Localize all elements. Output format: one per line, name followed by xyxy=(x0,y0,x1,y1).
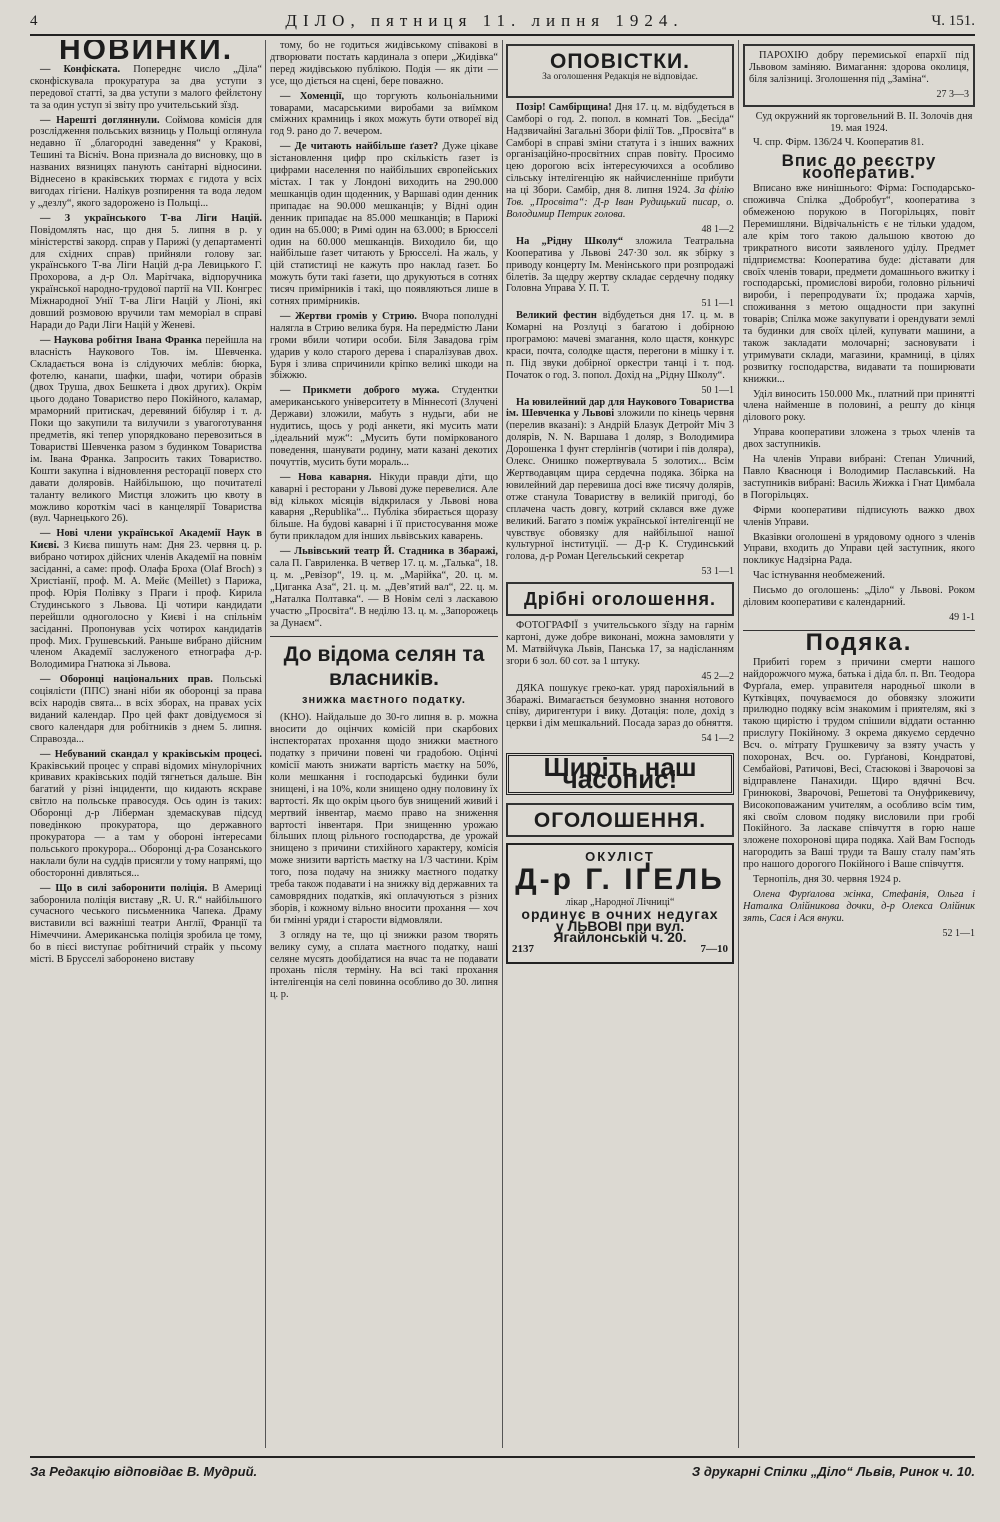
notice-body-end: З огляду на те, що ці знижки разом творять велику суму, а сплата маєтного податку, наші селяне мусять дообідатися на вчас та не подавати прохань після терміну. На всі такі прохання інтелігенція на селі повинна особливо до 30. липня ц. р. xyxy=(270,929,498,1001)
ad-number: 54 1—2 xyxy=(701,733,734,745)
announcements-disclaimer: За оголошення Редакція не відповідає. xyxy=(542,71,698,82)
newspaper-title: ДІЛО, пятниця 11. липня 1924. xyxy=(285,11,684,30)
page-number: 4 xyxy=(30,12,38,29)
small-ads-heading: Дрібні оголошення. xyxy=(523,589,717,610)
news-item: — Нові члени української Академії Наук в Києві. З Києва пишуть нам: Дня 23. червня ц. р. вибрано чотирох дійсних членів Академії на повнім засіданні, а саме: проф. Олафа Броха (Olaf Broch) з Христіанії, проф. М. А. Мейє (Meillet) з Парижа, проф. Юрія Полівку з Праги і проф. Кирила Студинського з Львова. Ці чотири кандидати перейшли одноголосно у Києві і на спільнім засіданні. Пропонував усіх чотирох кандидатів проф. Мих. Грушевський. Раньше вибрано дійсним членом Академії заслуженого етнографа д-р. Володимира Гнатюка зі Львова. xyxy=(30,528,262,671)
news-item: — Львівський театр Й. Стадника в Збаражі, сала П. Гавриленка. В четвер 17. ц. м. „Талька“, 18. ц. м. „Ревізор“, 19. ц. м. „Марійка“, 20. ц. м. „Циганка Аза“, 21. ц. м. „Дев’ятий вал“, 22. ц. м. „Наталка Полтавка“. — В Новім селі з ласкавою участю „Просвіта“. В неділю 13. ц. м. „Запорожець за Дунаєм“. xyxy=(270,546,498,629)
news-item: — Оборонці національних прав. Польські соціялісти (ППС) знані ніби як оборонці за права всіх народів свята... в всіх зборах, на правах усіх виданий календар. Про цей факт довідуємося зі свого календаря для робітників з днем 5. липня. Справозда... xyxy=(30,674,262,745)
ads-header xyxy=(506,803,734,837)
news-item: — Нова каварня. Нікуди правди діти, що каварні і ресторани у Львові дуже перевелися. Але від кількох місяців відкрилася у Львові нова каварня „Republika“... Публіка збирається щоразу більше. На будові каварні і її пристосування може бути прикладом для інших львівських каварень. xyxy=(270,471,498,543)
announcement: На ювилейний дар для Наукового Товариства ім. Шевченка у Львові зложили по кінець червня (перелив вказані): з Андрій Блазук Детройт Міч 3 долярів, N. N. Варшава 1 доляр, з Володимира Дорошенка 1 фунт стерлінгів (чотири і пів доляра), Олекс. Онишко пожертвувала 5 золотих... Всім Жертводавцям щира сердечна подяка. Збірка на ювилейний дар перевиша досі вже тисячу долярів, отже станула Товариству в великій пригоді, бо сплачена часть довгу, котрий склався вже дуже великий. Багато з поміж української інтелігенції не чувствує обовязку для найбільшої нашої культурної інституції. — Д-р К. Студинський голова, д-р Роман Цегельський секретар xyxy=(506,396,734,563)
footer xyxy=(30,1456,975,1484)
notice-body: (КНО). Найдальше до 30-го липня в. р. можна вносити до оцінчих комісій при скарбових інспекторатах прохання щодо знижки маєтного податку з причини повені чи градобою. Оцінчі комісії мають знижати вартість маєтку на 50%, коли мешкання і господарські будинки були знищені, і на 10%, коли знищено одну половину їх вартості. Як що окрім цього був знищений живий і мертвий інвентар, маємо право на зниження вартості інвентаря. При знищенню урожаю більших площ рільного господарства, де урожай знищено з причини стихійного характеру, комісія може знизити вартість маєтку на 1/3 частини. Крім того, поза подачу на знижку маєтного податку треба також подавати і на знижку від державних та самоврядних податків, які оплачуються з різних зборів, і кожному вільно вносити прохання — хоч би гмінні уряди і старости відмовляли. xyxy=(270,712,498,926)
column-divider xyxy=(502,40,503,1448)
news-item: — Конфіската. Попереднє число „Діла“ сконфіскувала прокуратура за два уступи з передової статті, за два уступи з малого фейлєтону та за один уступ зі звіту про учительський зїзд. xyxy=(30,63,262,111)
column-divider xyxy=(265,40,266,1448)
registry-duration: Час істнування необмежений. xyxy=(753,570,885,582)
column-registry xyxy=(743,40,975,1448)
issue-number: Ч. 151. xyxy=(931,12,975,29)
news-item: — Де читають найбільше ґазет? Дуже цікаве зістановлення цифр про скількість ґазет із цифрами населення по найбільших європейських містах. І так у Лондоні виходить на 290.000 мешканців один щоденник, у Варшаві один денник припадає на 90.000 мешканців; у Відні один денник припадає на 85.000 мешканців; в Парижі один на 65.000; в Римі один на 63.000; в Брюсселі один на 60.000 мешканців. Виходило би, що найбільше ґазет читають у Брюсселі. На жаль, у цій статистиці не кажуть про наклад ґазет. Бо можуть бути такі ґазети, що друкуються в сотнях тисяч примірників і такі, що появляються лише в сотнях примірників. xyxy=(270,141,498,308)
news-item: — З українського Т-ва Ліги Націй. Повідомлять нас, що дня 5. липня в р. у міністерстві закорд. справ у Парижі (у департаменті для східних справ) прийняли голову заг. українського Т-ва Ліги Націй д-ра Левицького Г. Прохорова, а д-р Ол. Марітчака, відпоручника української народно-трудової партії на VII. Конгрес Міжнародної Унії Т-ва Ліги Націй у Ліоні, які довший розмовою вручили там меморіал в справі Наради до Ради Ліги Націй у Женеві. xyxy=(30,212,262,331)
news-item: тому, бо не годиться жидівському співакові в дтворювати постать кардинала з опери „Жидівка“ перед жидівською публікою. Подія — як діти — усе, що діється на сцені, бере поважно. xyxy=(270,40,498,87)
ad-number: 52 1—1 xyxy=(942,927,975,939)
announcement: Позір! Самбірщина! Дня 17. ц. м. відбудеться в Самборі о год. 2. попол. в комнаті Тов. „Бесіда“ Надзвичайні Загальні Збори філії Тов. „Просвіта“ в Самборі в справі зміни статута і з інших важних організаційно-просвітних справ повіту. Просимо цею дорогою всіх інтересуючихся а особливо сільську інтелігенцію як найчисленніше прибути на ці Збори. Самбір, дня 8. липня 1924. За філію Тов. „Просвіта“: Д-р Іван Рудицький писар, о. Володимир Петрик голова. xyxy=(506,101,734,220)
ads-heading: ОГОЛОШЕННЯ. xyxy=(533,808,707,832)
column-news-continued xyxy=(270,40,498,1448)
column-announcements xyxy=(506,40,734,1448)
notice-subheading: знижка маєтного податку. xyxy=(302,693,466,706)
small-ad: ДЯКА пошукує греко-кат. уряд парохіяльний в Збаражі. Вимагається безумовно знання нотового співу, диригентури і вику. Дотація: поле, дохід з церкви і дім мешкальний. Посада зараз до обняття. xyxy=(506,682,734,730)
ad-number: 45 2—2 xyxy=(701,670,734,682)
ad-number: 50 1—1 xyxy=(701,384,734,396)
divider xyxy=(270,636,498,637)
announcement: На „Рідну Школу“ зложила Театральна Кооператива у Львові 247·30 зол. як збірку з приводу концерту Ім. Менінського при розпродажі білетів. За щедру жертву складає сердечну подяку Головна Управа У. П. Т. xyxy=(506,235,734,295)
news-item: — Хоменції, що торгують кольоніальними товарами, масарськими виробами за виїмком сміжних крамниць і якох можуть бути отвореї від год 9. рано до 7. вечером. xyxy=(270,90,498,138)
registry-members: На членів Управи вибрані: Степан Уличний, Павло Кваснюця і Володимир Паславський. На заступників вибрані: Василь Жижка і Гнат Цимбала в Погорільцях. xyxy=(743,454,975,501)
subscribe-banner: Ширіть наш часопис! xyxy=(506,753,734,795)
thanks-place: Тернопіль, дня 30. червня 1924 р. xyxy=(753,874,901,886)
footer-printer: З друкарні Спілки „Діло“ Львів, Ринок ч. 10. xyxy=(691,1463,975,1479)
thanks-signature: Олена Фурґалова жінка, Стефанія, Ольга і Наталка Олійникова дочки, д-р Олекса Олійник зять, Сася і Ася внуки. xyxy=(743,889,975,924)
court-reference: Ч. спр. Фірм. 136/24 Ч. Кооператив 81. xyxy=(753,137,924,149)
column-news xyxy=(30,40,262,1448)
ad-number: 48 1—2 xyxy=(701,223,734,235)
issue-date: пятниця 11. липня 1924. xyxy=(370,11,684,30)
footer-editor: За Редакцію відповідає В. Мудрий. xyxy=(30,1463,258,1479)
ad-number: 51 1—1 xyxy=(701,298,734,310)
doctor-name: Д-р Г. ІҐЕЛЬ xyxy=(515,862,725,896)
registry-board: Управа кооперативи зложена з трьох членів та двох заступників. xyxy=(743,427,975,451)
announcement: Великий фестин відбудеться дня 17. ц. м. в Комарні на Розлуці з багатою і добірною програмою: мачеві змагання, коло щастя, конкурс краси, почта, солодке щастя, перегони в мішку і т. п. Під звуки добірної оркестри танці і т. под. Початок о год. 3. попол. Дохід на „Рідну Школу“. xyxy=(506,310,734,381)
registry-share: Уділ виносить 150.000 Мк., платний при принятті члена найменше в половині, а решту до кінця ділового року. xyxy=(743,388,975,424)
court-notice: Суд окружний як торговельний В. ІІ. Золочів дня 19. мая 1924. xyxy=(755,110,973,134)
thanks-heading: Подяка. xyxy=(805,628,913,656)
oculist-ad: ОКУЛІСТ Д-р Г. ІҐЕЛЬ лікар „Народної Лічниці“ ординує в очних недугах у ЛЬВОВІ при вул. Ягайлонській ч. 20. 2137 7—10 xyxy=(506,843,734,964)
registry-place: Письмо до оголошень: „Діло“ у Львові. Роком діловим кооперативи є календарний. xyxy=(743,585,975,609)
registry-publications: Вказівки оголошені в урядовому одного з членів Управи, входить до Управи цей заступник, якого покликує Надзірна Рада. xyxy=(743,531,975,567)
news-heading: НОВИНКИ. xyxy=(58,40,234,66)
ad-number: 53 1—1 xyxy=(701,566,734,578)
column-divider xyxy=(738,40,739,1448)
small-ad: ФОТОГРАФІЇ з учительського зїзду на гарнім картоні, дуже добре виконані, можна замовляти у М. Матвійчука Львів, Панська 17, за надісланням згори 6 зол. 60 сот. за 1 штуку. xyxy=(506,620,734,667)
notice-heading: До відома селян та власників. xyxy=(283,642,485,690)
registry-text: Вписано вже нинішнього: Фірма: Господарсько-споживча Спілка „Добробут“, кооператива з обмеженою порукою в Погорільцях, повіт Перемишляни. Відвічальність є не тільки удадом, але крім того такою дальшою квотою до трикратного висоти заявленого уділу. Предмет підприємства: Кооператива буде: діставати для своїх членів товари, предмети домашнього вжитку і господарські, промислові вироби, головно рільничі вироби, і перепродувати їх; продажа харчів, споживання з метою ощадности при закупні товарів; Спілка може закупувати і орендувати землі та будинки для своїх цілей, купувати машини, а також закладати молочарні; засновувати і утримувати склади, магазини, крамниці, в цілях розвитку господарства, видавати та поширювати книжки... xyxy=(743,183,975,385)
news-item: — Небуваний скандал у краківськім процесі. Краківський процес у справі відомих мінулорічних кривавих краківських подій тягнеться дальше. Він багатий у різні інциденти, що кидають яскраве світло на польське правосудя. Ось один із таких: Оборонці д-р Ліберман здемаскував підсуд поведінкою прокуратора, що державного прокуратора — а там у обороні інтересами польського прокурора... Оборонці д-ра Созанського наклали були на суддів присягли у тому напрямі, що обосторонні дивляться... xyxy=(30,748,262,879)
ad-number: 49 1-1 xyxy=(949,611,975,623)
news-item: — Наукова робітня Івана Франка перейшла на власність Наукового Тов. ім. Шевченка. Складається вона із слідуючих меблів: бюрка, фотелю, канапи, шафки, шафи, чотири образів (двох Труша, двох Бешкета і двох других). Окрім цього додано Товариство перо Покійного, каламар, мраморний притискач, деревяний бібуляр і т. д. Поки що закупили та вилучили з увагоготування предметів, які тепер упорядковано перевозиться в Товаристві Шевченка разом з будинком Товариства ім. Івана Франка. Запросить таких Товариство. Кошти закупна і відновлення ресторації поверх сто давати доляровів. Найбільшою, що почитателі таланту великого Мистця зложить цю квоту в можливо короткім часі в канцелярії Товариства (вул. Чарнецького 26). xyxy=(30,334,262,525)
registry-heading: Впис до реєстру кооператив. xyxy=(781,151,937,183)
announcements-header xyxy=(506,44,734,98)
news-item: — Нарешті догляннули. Соймова комісія для розслідження польських вязниць у Польщі оглянула недавно її „благородні заведення“ у Кракові, Тешині та Вісніч. Вона признала до висновку, що в названих вязницях панують санітарні відносини. Віднесено в краківських тюрмах є гидота у всіх вигодах гігієни. Налікув розпирення та вода ледом у „дезлу“, якого задорожено із Польщі... xyxy=(30,114,262,209)
small-ads-header xyxy=(506,582,734,616)
masthead xyxy=(30,8,975,36)
thanks-text: Прибиті горем з причини смерти нашого найдорожчого мужа, батька і діда бл. п. Вп. Теодора Фурґала, емер. управителя народньої школи в Кутківцях, почуваємося до обовязку зложити прилюдно подяку всім знакомим і приятелям, які з такою щирістю і трудом спішили віддати останню прислугу Покійному. З окрема дякуємо сердечно Всч. о. мітрату Грушкевичу за взяту участь у похоронах, Всч. оо. Гурґанові, Кондратові, Сембайові, Ратичові, Весі, Стасюкові і Зварочові за відправлене Панахиди. Щиро вдячні Всч. Гринюкові, Зварочові, Решетові та Онуфрикевичу, Високоповажаним учителям, а особливо всім тим, які своїм словом подяку висловили при гробі Покійного. За ласкаве співчуття в горю наше зложене похоронові щира подяка. Хай Вам Господь нагородить за Ваші труди та Вашу сталу пам’ять про нашого дорогого Покійного і Ваше співчуття. xyxy=(743,656,975,871)
parish-ad: ПАРОХІЮ добру перемиської епархії під Львовом заміняю. Вимагання: здорова околиця, біля залізниці. Зголошення під „Заміна“. 27 3—3 xyxy=(743,44,975,107)
announcements-heading: ОПОВІСТКИ. xyxy=(550,50,690,73)
registry-signing: Фірми кооперативи підписують важко двох членів Управи. xyxy=(743,504,975,528)
news-item: — Жертви громів у Стрию. Вчора пополудні налягла в Стрию велика буря. На передмістю Лани громи вбили чотири особи. Біля Завадова грім ударив у коло старого дерева і спаралізував двох. Буря і злива спричинили кріпко великі шкоди на збіжжю. xyxy=(270,310,498,382)
news-item: — Що в силі заборонити поліція. В Америці заборонила поліція виставу „R. U. R.“ найбільшого сучасного чеського письменника Чапека. Драму виставили всі важніші театри Англії, Франції та Німеччини. Американська поліція зробила це тому, бо в пієсі виступає робітничий страйк у пьсому місті. В Брусселі заборонено виставу xyxy=(30,882,262,966)
news-item: — Прикмети доброго мужа. Студентки американського університету в Міннесоті (Злучені Держави) зложили, мабуть з нудьги, аби не нудитись, щось у роді анкети, які мусить мати „ідеальний муж“: „Мусить бути поміркованого поведення, шанувати родину, мати казані декотих почуттів, мусить бути мораль... xyxy=(270,385,498,468)
